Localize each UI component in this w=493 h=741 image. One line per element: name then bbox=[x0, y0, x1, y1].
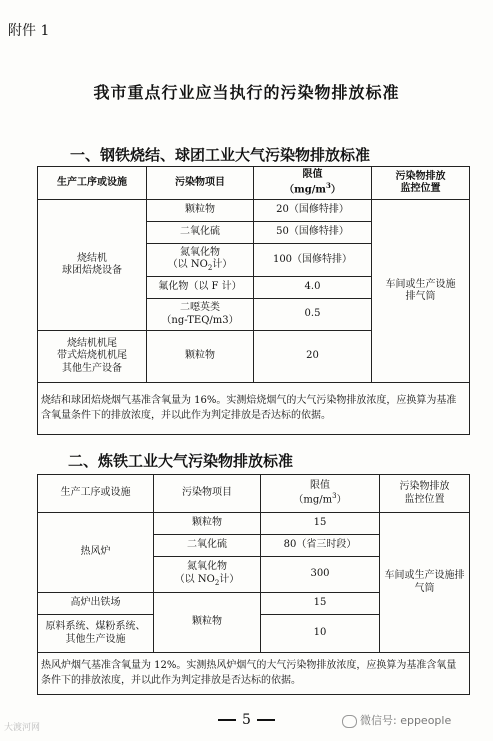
section1-note: 烧结和球团焙烧烟气基准含氧量为 16%。实测焙烧烟气的大气污染物排放浓度，应换算为基准含氧量条件下的排放浓度，并以此作为判定排放是否达标的依据。 bbox=[38, 383, 470, 435]
process-line: 烧结机机尾 bbox=[67, 337, 117, 349]
table-header-row bbox=[38, 167, 470, 200]
document-title: 我市重点行业应当执行的污染物排放标准 bbox=[93, 83, 400, 102]
process-line: 其他生产设施 bbox=[65, 633, 126, 645]
pollutant-line: 氮氧化物 bbox=[187, 561, 227, 573]
limit-cell: 20（国修特排） bbox=[254, 200, 372, 222]
table-row bbox=[38, 513, 470, 535]
header-limit-unit: （mg/m bbox=[293, 494, 333, 506]
pollutant-cell: 氮氧化物 （以 $NO_2$计） bbox=[154, 557, 261, 593]
pollutant-cell: 颗粒物 bbox=[147, 200, 254, 222]
note-row bbox=[38, 653, 470, 695]
pollutant-cell: 氟化物（以 F 计） bbox=[147, 277, 254, 299]
table-header-row bbox=[38, 475, 470, 513]
header-limit-label: 限值 bbox=[310, 479, 330, 491]
limit-cell: 10 bbox=[261, 615, 380, 653]
process-line: 其他生产设备 bbox=[62, 362, 122, 374]
pollutant-line: （以 NO bbox=[167, 259, 208, 271]
location-line: 车间或生产设施 bbox=[385, 278, 456, 290]
pollutant-line: 二噁英类 bbox=[180, 302, 220, 313]
header-location-line2: 监控位置 bbox=[400, 183, 441, 194]
header-limit: 限值 $(mg/m^3)$ bbox=[261, 475, 380, 513]
header-limit-unit-end: ） bbox=[336, 494, 347, 506]
limit-cell: 20 bbox=[254, 331, 372, 383]
watermark-right-text: 微信号: eppeople bbox=[360, 714, 452, 727]
header-limit: 限值 $(mg/m^3)$ bbox=[254, 167, 372, 200]
watermark-right bbox=[342, 712, 451, 728]
pollutant-line: （以 NO bbox=[174, 573, 215, 585]
process-raw bbox=[38, 615, 154, 653]
header-location-line1: 污染物排放 bbox=[395, 170, 446, 182]
page-dash-right bbox=[257, 719, 275, 721]
process-tail bbox=[38, 331, 147, 383]
pollutant-cell: 颗粒物 bbox=[147, 331, 254, 383]
location-cell bbox=[372, 200, 470, 383]
header-limit-unit-end: ） bbox=[330, 184, 341, 196]
limit-cell: 100（国修特排） bbox=[254, 244, 372, 277]
section2-note: 热风炉烟气基准含氧量为 12%。实测热风炉烟气的大气污染物排放浓度，应换算为基准含氧量条件下的排放浓度，并以此作为判定排放是否达标的依据。 bbox=[38, 653, 470, 695]
pollutant-line: （ng-TEQ/m3） bbox=[161, 314, 239, 326]
limit-cell: 50（国修特排） bbox=[254, 222, 372, 244]
header-location bbox=[380, 475, 470, 513]
header-pollutant: 污染物项目 bbox=[154, 475, 261, 513]
pollutant-dust: 颗粒物 bbox=[154, 593, 261, 653]
watermark-left: 大渡河网 bbox=[4, 723, 41, 733]
page-number-text: 5 bbox=[242, 712, 251, 728]
limit-cell: 15 bbox=[261, 513, 380, 535]
process-line: 带式焙烧机机尾 bbox=[57, 350, 127, 362]
section1-title: 一、钢铁烧结、球团工业大气污染物排放标准 bbox=[70, 146, 371, 164]
header-location-line2: 监控位置 bbox=[404, 493, 445, 505]
header-limit-label: 限值 bbox=[302, 169, 323, 181]
pollutant-cell bbox=[147, 299, 254, 331]
section2-title: 二、炼铁工业大气污染物排放标准 bbox=[68, 452, 294, 470]
process-tapping: 高炉出铁场 bbox=[38, 593, 154, 615]
location-line: 车间或生产设施排 bbox=[384, 570, 465, 581]
location-cell bbox=[380, 513, 470, 653]
header-process: 生产工序或设施 bbox=[38, 475, 154, 513]
pollutant-cell: 颗粒物 bbox=[154, 513, 261, 535]
header-location-line1: 污染物排放 bbox=[399, 481, 450, 492]
pollutant-line: 氮氧化物 bbox=[180, 246, 220, 258]
header-pollutant: 污染物项目 bbox=[147, 167, 254, 200]
pollutant-cell: 氮氧化物 （以 $NO_2$计） bbox=[147, 244, 254, 277]
header-limit-unit: （mg/m bbox=[284, 184, 326, 196]
limit-cell: 300 bbox=[261, 557, 380, 593]
table-row bbox=[38, 200, 470, 222]
note-row bbox=[38, 383, 470, 435]
location-line: 气筒 bbox=[414, 582, 435, 594]
limit-cell: 0.5 bbox=[254, 299, 372, 331]
header-process: 生产工序或设施 bbox=[38, 167, 147, 200]
process-hot-blast: 热风炉 bbox=[38, 513, 154, 593]
limit-cell: 4.0 bbox=[254, 277, 372, 299]
page-dash-left bbox=[218, 719, 236, 721]
header-location bbox=[372, 167, 470, 200]
pollutant-line-end: 计） bbox=[219, 573, 240, 585]
steel-sintering-table bbox=[37, 166, 470, 435]
location-line: 排气筒 bbox=[405, 291, 436, 302]
pollutant-line-end: 计） bbox=[212, 259, 233, 271]
attachment-label: 附件 1 bbox=[8, 23, 50, 39]
wechat-icon bbox=[342, 715, 357, 728]
limit-cell: 15 bbox=[261, 593, 380, 615]
pollutant-cell: 二氧化硫 bbox=[154, 535, 261, 557]
process-line: 球团焙烧设备 bbox=[62, 265, 122, 276]
process-line: 烧结机 bbox=[77, 252, 107, 264]
limit-cell: 80（省三时段） bbox=[261, 535, 380, 557]
ironmaking-table bbox=[37, 474, 470, 695]
process-sintering bbox=[38, 200, 147, 331]
pollutant-cell: 二氧化硫 bbox=[147, 222, 254, 244]
process-line: 原料系统、煤粉系统、 bbox=[45, 621, 146, 632]
